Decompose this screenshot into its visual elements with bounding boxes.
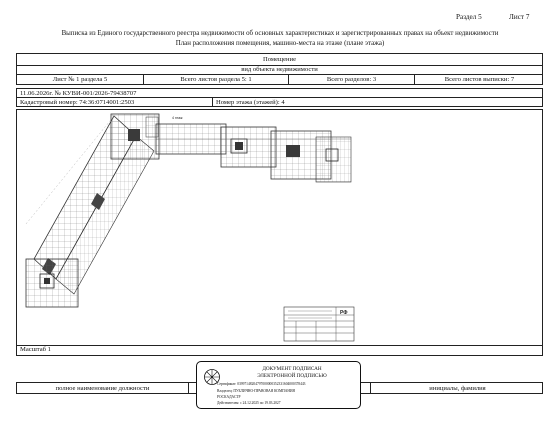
- stamp-code: РФ: [340, 310, 348, 316]
- total-sheets-extract: Всего листов выписки: 7: [444, 76, 515, 83]
- cadastral-row: [16, 97, 543, 107]
- signature-valid: Действителен: с 24.12.2025 по 19.03.2027: [217, 401, 281, 405]
- document-title: Выписка из Единого государственного реестра недвижимости об основных характеристиках и зарегистрированных правах на объект недвижимости: [61, 30, 499, 37]
- floor-number: Номер этажа (этажей): 4: [216, 98, 285, 106]
- object-kind-row: [16, 65, 543, 75]
- plan-stamp: [284, 307, 354, 341]
- sheet-label: Лист 7: [509, 13, 530, 21]
- floor-label: 4 этаж: [172, 116, 183, 120]
- signature-certificate: Сертификат: 03997148204797000000352331604000378443: [217, 382, 306, 386]
- scale-label: Масштаб 1: [20, 346, 51, 353]
- plan-block-lower-left: [26, 259, 78, 307]
- cadastral-number: Кадастровый номер: 74:36:0714001:2503: [17, 98, 213, 106]
- object-kind-label: вид объекта недвижимости: [241, 66, 318, 73]
- floor-plan-drawing: [16, 109, 543, 345]
- document-subtitle: План расположения помещения, машино-места на этаже (плане этажа): [175, 40, 385, 47]
- signature-title-1: ДОКУМЕНТ ПОДПИСАН: [262, 366, 322, 372]
- sheet-info-row: [16, 75, 543, 85]
- initials-label: инициалы, фамилия: [429, 384, 486, 392]
- object-type: Помещение: [262, 56, 297, 63]
- section-label: Раздел 5: [456, 13, 482, 21]
- electronic-signature-stamp: [196, 361, 361, 409]
- signature-owner-1: Владелец: ПУБЛИЧНО-ПРАВОВАЯ КОМПАНИЯ: [217, 389, 295, 393]
- total-sections: Всего разделов: 3: [289, 75, 415, 84]
- position-label: полное наименование должности: [17, 383, 189, 393]
- plan-wing-horizontal: [156, 124, 351, 182]
- sheet-number: Лист № 1 раздела 5: [17, 75, 144, 84]
- plan-block-upper: [111, 114, 159, 159]
- signature-title-2: ЭЛЕКТРОННОЙ ПОДПИСЬЮ: [257, 373, 327, 379]
- signature-owner-2: РОСКАДАСТР: [217, 395, 241, 399]
- total-sheets-section: Всего листов раздела 5: 1: [144, 75, 289, 84]
- date-number: 11.06.2026г. № КУВИ-001/2026-79438707: [20, 89, 137, 97]
